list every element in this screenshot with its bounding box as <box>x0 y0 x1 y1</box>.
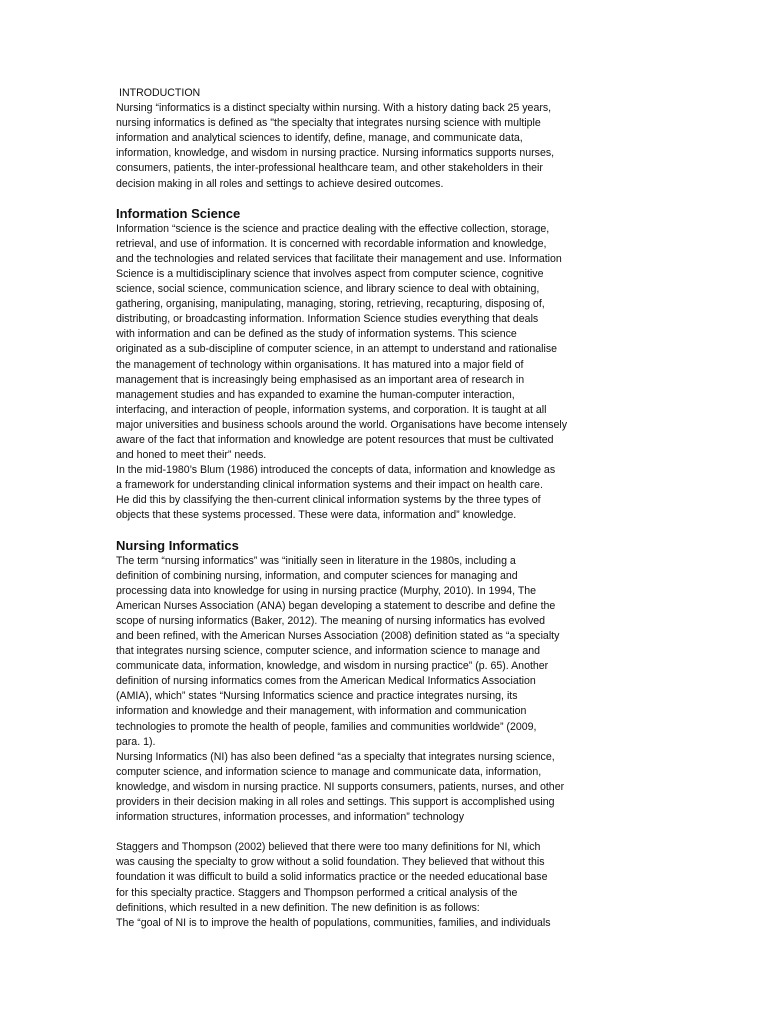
information-science-paragraph <box>116 222 624 524</box>
text-line: para. 1). <box>116 735 156 748</box>
text-line: the management of technology within organisations. It has matured into a major field of <box>116 358 524 371</box>
text-line: technologies to promote the health of people, families and communities worldwide” (2009, <box>116 720 537 733</box>
nursing-informatics-section <box>116 538 624 931</box>
text-line: interfacing, and interaction of people, information systems, and corporation. It is taught at all <box>116 403 547 416</box>
text-line: processing data into knowledge for using in nursing practice (Murphy, 2010). In 1994, The <box>116 584 537 597</box>
text-line: information and knowledge and their management, with information and communication <box>116 705 527 718</box>
blank-line <box>116 825 624 840</box>
text-line: gathering, organising, manipulating, managing, storing, retrieving, recapturing, disposing of, <box>116 298 545 311</box>
text-line: that integrates nursing science, computer science, and information science to manage and <box>116 645 540 658</box>
text-line: information and analytical sciences to identify, define, manage, and communicate data, <box>116 132 523 145</box>
text-line: Staggers and Thompson (2002) believed that there were too many definitions for NI, which <box>116 841 541 854</box>
text-line: He did this by classifying the then-current clinical information systems by the three types of <box>116 494 541 507</box>
text-line: definition of nursing informatics comes from the American Medical Informatics Association <box>116 675 536 688</box>
nursing-informatics-paragraph <box>116 554 624 826</box>
text-line: decision making in all roles and settings to achieve desired outcomes. <box>116 177 444 190</box>
text-line: and been refined, with the American Nurses Association (2008) definition stated as “a specialty <box>116 630 560 642</box>
text-line: objects that these systems processed. These were data, information and” knowledge. <box>116 509 517 522</box>
text-line: was causing the specialty to grow without a solid foundation. They believed that without this <box>116 856 545 869</box>
text-line: definitions, which resulted in a new definition. The new definition is as follows: <box>116 901 480 914</box>
text-line: The “goal of NI is to improve the health of populations, communities, families, and individuals <box>116 916 551 929</box>
intro-title: INTRODUCTION <box>119 87 201 99</box>
text-line: management studies and has expanded to examine the human-computer interaction, <box>116 388 515 401</box>
text-line: Information “science is the science and practice dealing with the effective collection, storage, <box>116 222 550 235</box>
text-line: originated as a sub-discipline of computer science, in an attempt to understand and rationalise <box>116 343 558 356</box>
text-line: providers in their decision making in all roles and settings. This support is accomplished using <box>116 796 555 809</box>
text-line: major universities and business schools around the world. Organisations have become intensely <box>116 418 568 431</box>
section-heading-information-science: Information Science <box>116 205 241 221</box>
document-body <box>116 86 624 931</box>
information-science-section <box>116 206 624 524</box>
text-line: scope of nursing informatics (Baker, 2012). The meaning of nursing informatics has evolved <box>116 614 546 627</box>
text-line: knowledge, and wisdom in nursing practice. NI supports consumers, patients, nurses, and other <box>116 780 565 793</box>
text-line: communicate data, information, knowledge, and wisdom in nursing practice” (p. 65). Another <box>116 660 549 673</box>
text-line: (AMIA), which” states “Nursing Informatics science and practice integrates nursing, its <box>116 690 518 703</box>
text-line: foundation it was difficult to build a solid informatics practice or the needed educational base <box>116 871 548 884</box>
text-line: retrieval, and use of information. It is concerned with recordable information and knowledge, <box>116 237 547 250</box>
text-line: American Nurses Association (ANA) began developing a statement to describe and define the <box>116 599 556 612</box>
text-line: science, social science, communication science, and library science to deal with obtaining, <box>116 283 540 296</box>
intro-section <box>116 86 624 192</box>
text-line: Science is a multidisciplinary science that involves aspect from computer science, cognitive <box>116 267 544 280</box>
text-line: for this specialty practice. Staggers and Thompson performed a critical analysis of the <box>116 886 518 899</box>
staggers-thompson-paragraph <box>116 840 624 931</box>
spacer <box>116 524 624 538</box>
text-line: Nursing “informatics is a distinct specialty within nursing. With a history dating back 25 years, <box>116 102 552 115</box>
text-line: Nursing Informatics (NI) has also been defined “as a specialty that integrates nursing science, <box>116 750 555 763</box>
text-line: The term “nursing informatics” was “initially seen in literature in the 1980s, including a <box>116 554 516 567</box>
text-line: aware of the fact that information and knowledge are potent resources that must be cultivated <box>116 433 554 446</box>
spacer <box>116 192 624 206</box>
text-line: In the mid-1980’s Blum (1986) introduced the concepts of data, information and knowledge as <box>116 464 556 477</box>
intro-paragraph <box>116 101 624 192</box>
text-line: information, knowledge, and wisdom in nursing practice. Nursing informatics supports nurses, <box>116 147 555 160</box>
text-line: and honed to meet their” needs. <box>116 449 267 462</box>
text-line: consumers, patients, the inter-professional healthcare team, and other stakeholders in their <box>116 162 543 175</box>
text-line: with information and can be defined as the study of information systems. This science <box>116 328 517 341</box>
text-line: management that is increasingly being emphasised as an important area of research in <box>116 373 525 386</box>
section-heading-nursing-informatics: Nursing Informatics <box>116 537 239 553</box>
text-line: computer science, and information science to manage and communicate data, information, <box>116 765 542 778</box>
text-line: information structures, information processes, and information” technology <box>116 811 464 824</box>
text-line: and the technologies and related services that facilitate their management and use. Information <box>116 252 562 265</box>
text-line: a framework for understanding clinical information systems and their impact on health care. <box>116 479 543 492</box>
text-line: distributing, or broadcasting information. Information Science studies everything that deals <box>116 313 539 326</box>
text-line: definition of combining nursing, information, and computer sciences for managing and <box>116 569 518 582</box>
text-line: nursing informatics is defined as "the specialty that integrates nursing science with multiple <box>116 117 541 130</box>
